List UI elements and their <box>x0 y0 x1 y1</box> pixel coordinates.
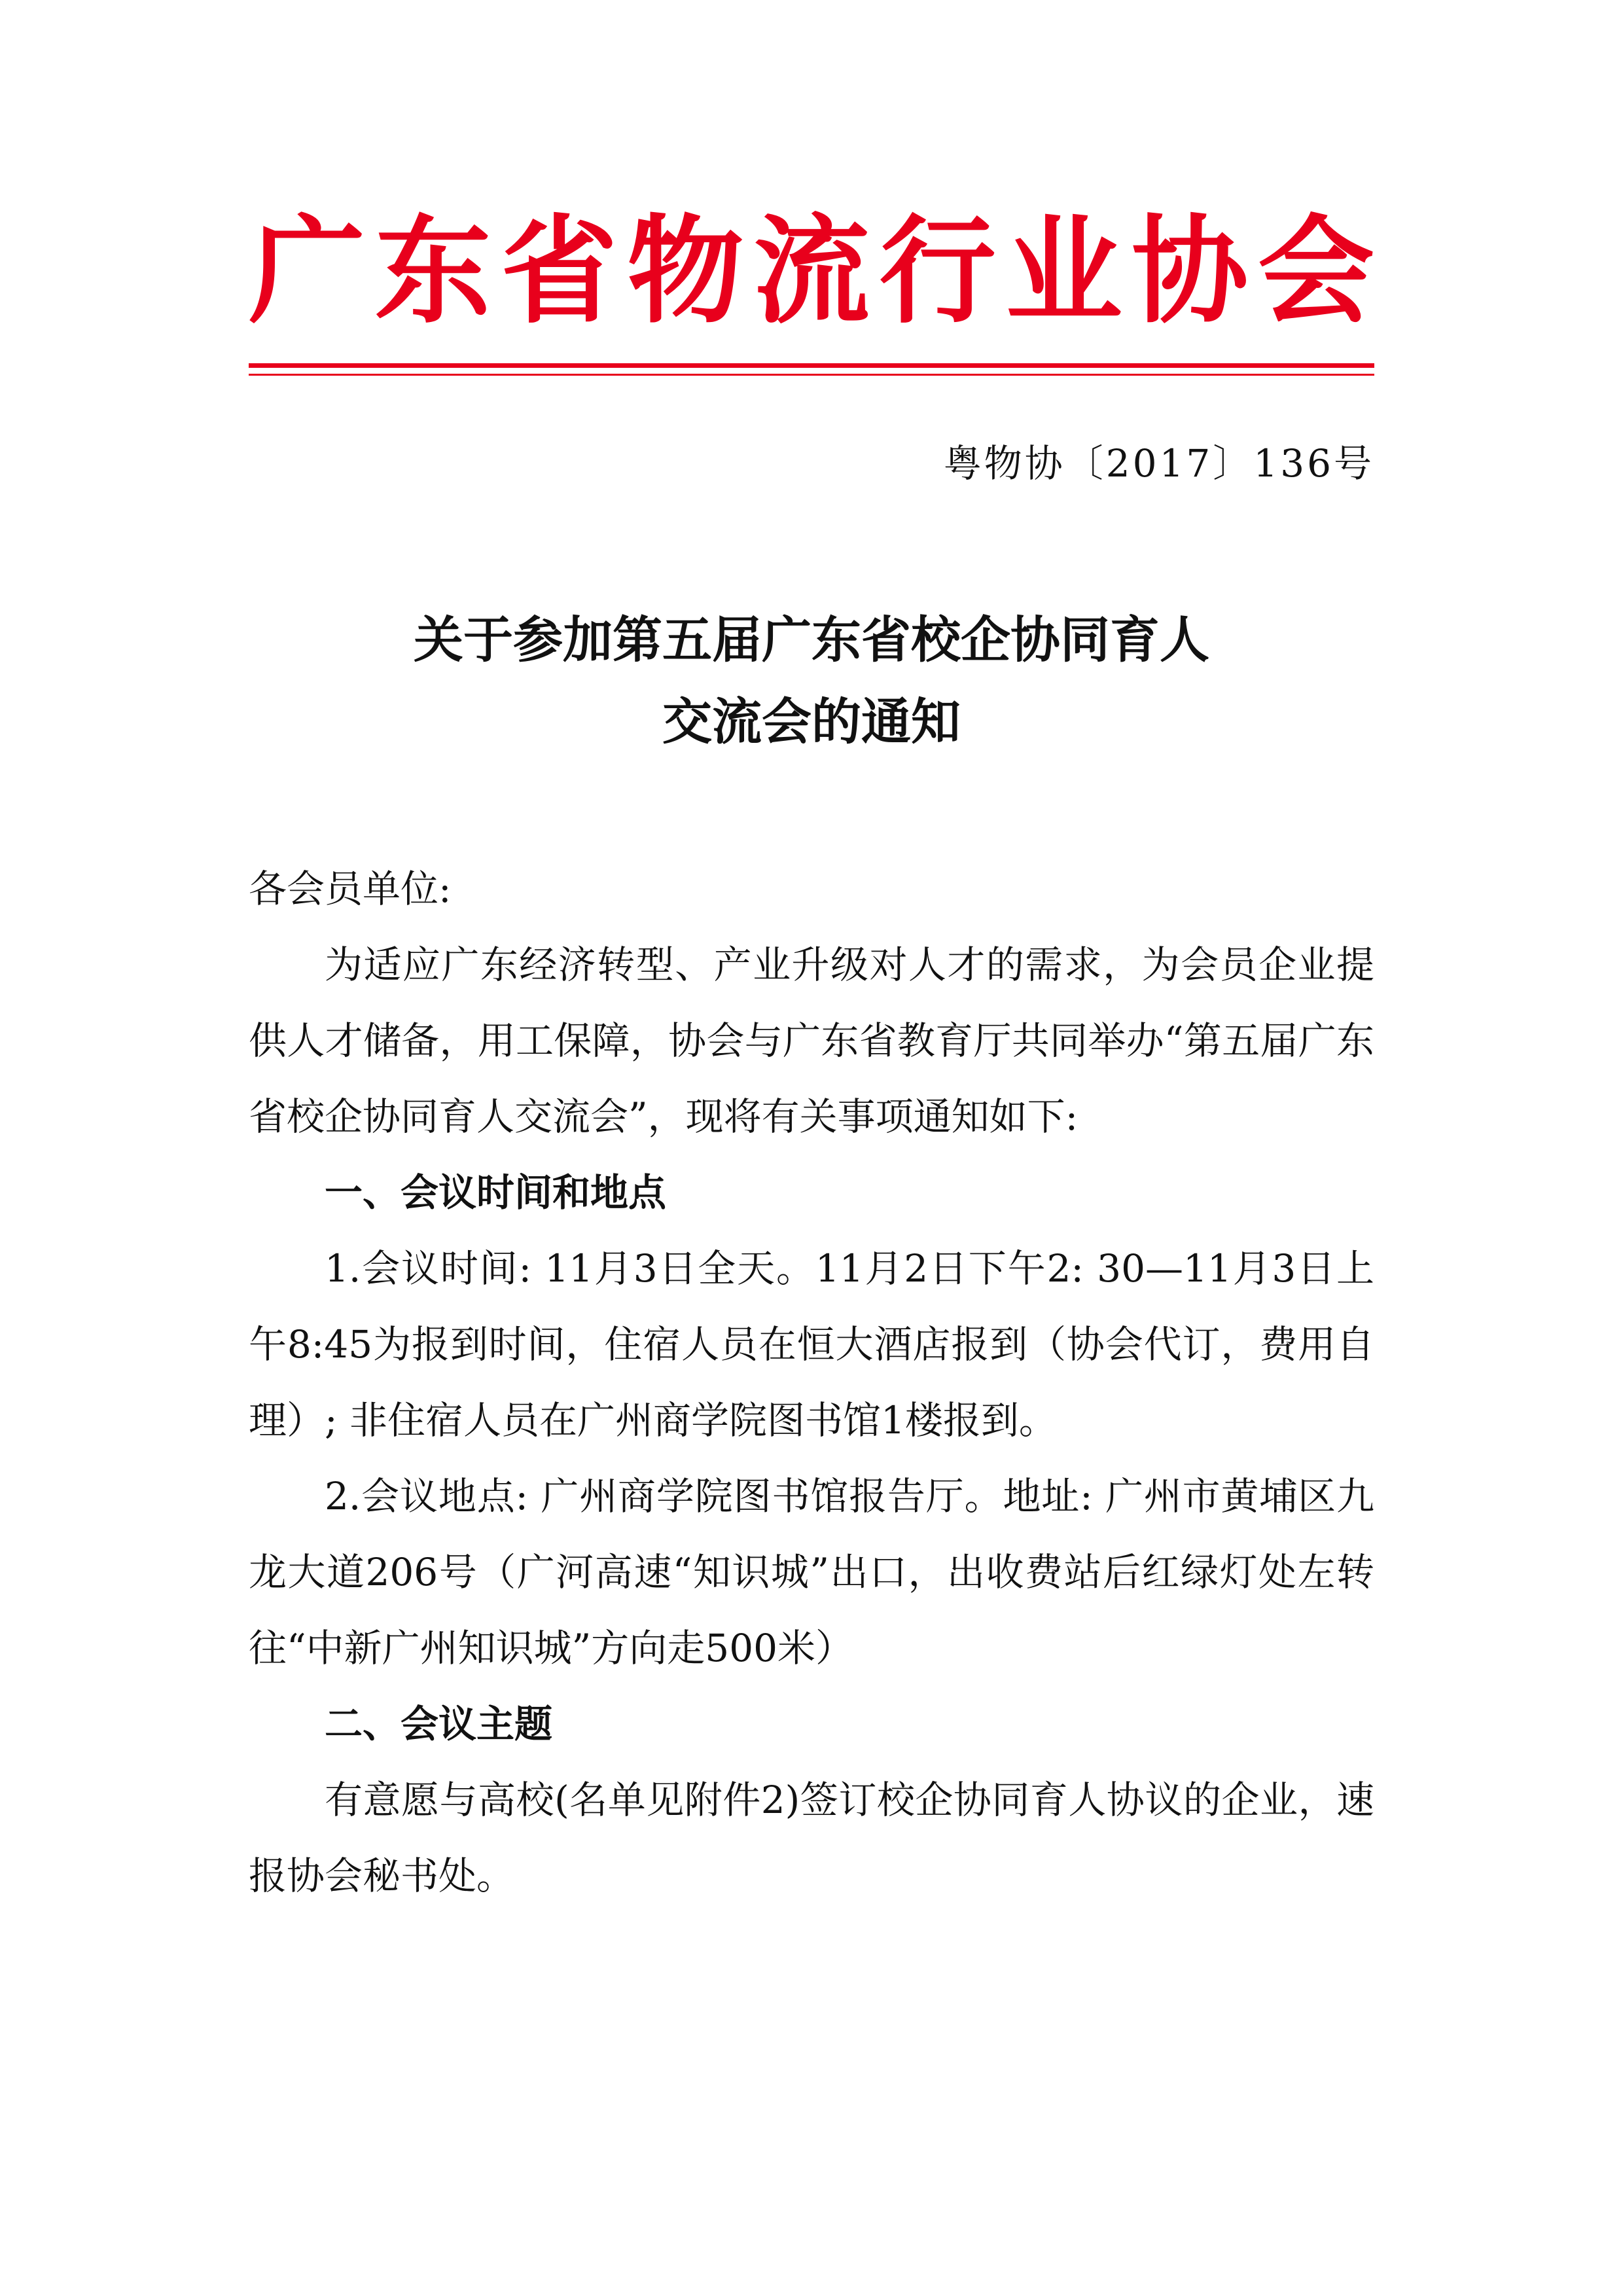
document-title <box>249 599 1374 762</box>
masthead-title: 广东省物流行业协会 <box>249 204 1374 339</box>
document-title-line-1: 关于参加第五届广东省校企协同育人 <box>414 611 1209 669</box>
meeting-location-paragraph: 2.会议地点: 广州商学院图书馆报告厅。地址: 广州市黄埔区九龙大道206号（广河高速“知识城”出口，出收费站后红绿灯处左转往“中新广州知识城”方向走500米） <box>249 1474 1374 1670</box>
intro-paragraph: 为适应广东经济转型、产业升级对人才的需求，为会员企业提供人才储备，用工保障，协会与广东省教育厅共同举办“第五届广东省校企协同育人交流会”，现将有关事项通知如下: <box>249 942 1374 1139</box>
document-number: 粤物协〔2017〕136号 <box>943 441 1374 486</box>
document-title-line-2: 交流会的通知 <box>662 692 961 751</box>
theme-paragraph: 有意愿与高校(名单见附件2)签订校企协同育人协议的企业，速报协会秘书处。 <box>249 1778 1374 1898</box>
section-heading-theme: 二、会议主题 <box>325 1702 553 1746</box>
masthead-rule-thin <box>249 374 1374 376</box>
meeting-time-paragraph: 1.会议时间: 11月3日全天。11月2日下午2: 30—11月3日上午8:45为报到时间，住宿人员在恒大酒店报到（协会代订，费用自理）; 非住宿人员在广州商学院图书馆1楼报到。 <box>249 1246 1374 1443</box>
section-heading-time-place: 一、会议时间和地点 <box>325 1170 667 1215</box>
document-body <box>249 851 1374 1914</box>
masthead-rule-thick <box>249 363 1374 368</box>
salutation: 各会员单位: <box>249 867 452 911</box>
